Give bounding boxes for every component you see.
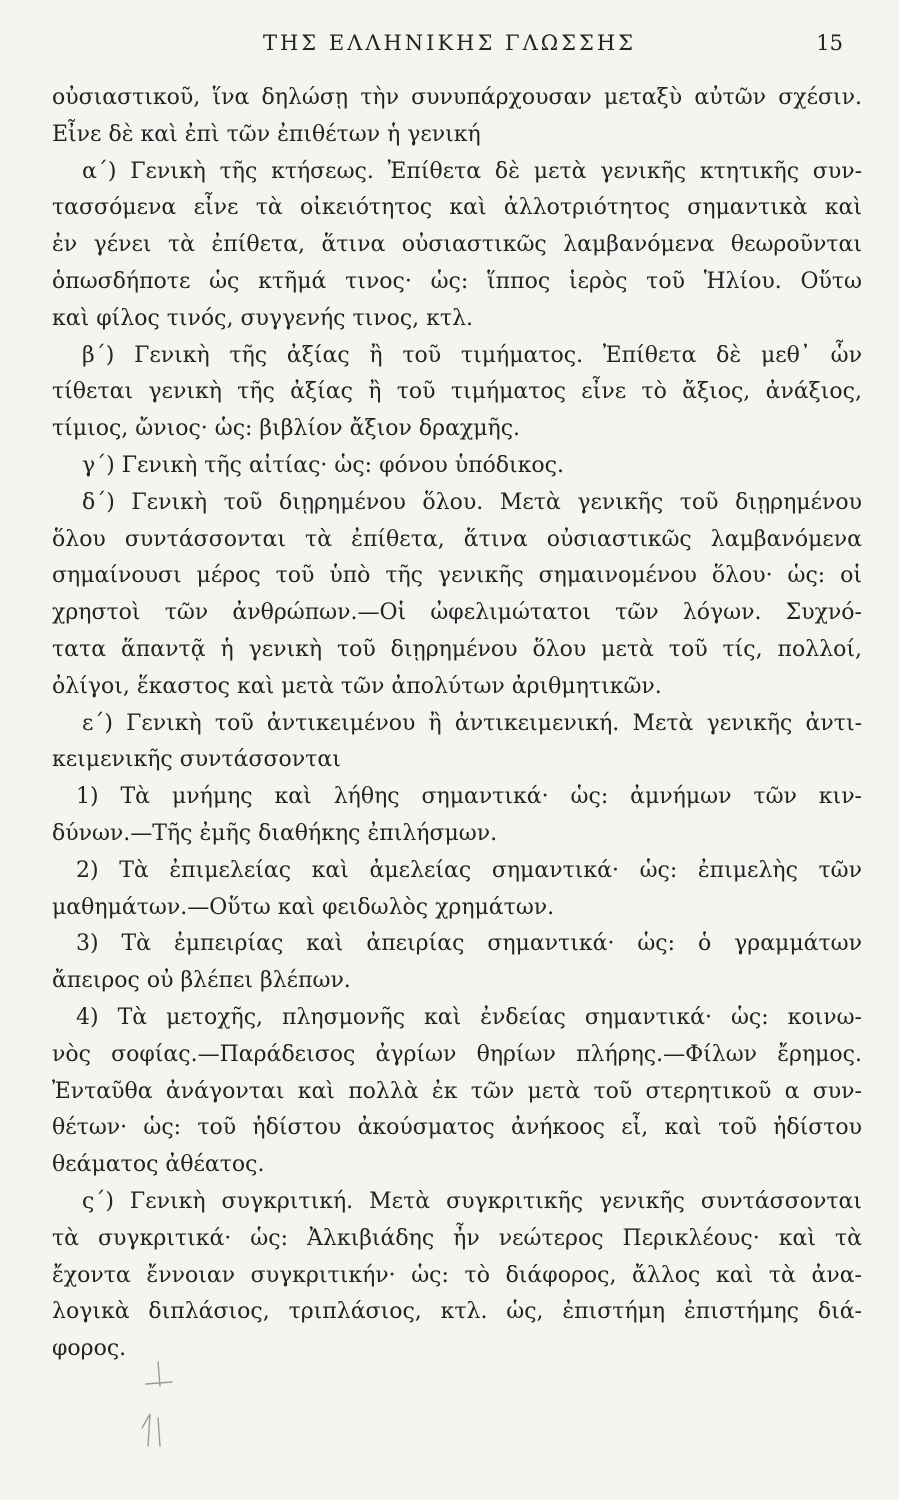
text-line: ε΄) Γενικὴ τοῦ ἀντικειμένου ἢ ἀντικειμενική. Μετὰ γενικῆς ἀντι- (82, 710, 862, 736)
text-line: τὰ συγκριτικά· ὡς: Ἀλκιβιάδης ἦν νεώτερος Περικλέους· καὶ τὰ (52, 1225, 862, 1251)
text-line: σημαίνουσι μέρος τοῦ ὑπὸ τῆς γενικῆς σημαινομένου ὅλου· ὡς: οἱ (52, 563, 862, 589)
text-line: κειμενικῆς συντάσσονται (52, 747, 341, 773)
page-body (52, 80, 862, 1368)
text-line: β΄) Γενικὴ τῆς ἀξίας ἢ τοῦ τιμήματος. Ἐπίθετα δὲ μεθ᾽ ὧν (82, 342, 862, 368)
text-line: Εἶνε δὲ καὶ ἐπὶ τῶν ἐπιθέτων ἡ γενική (52, 121, 481, 147)
text-line: οὐσιαστικοῦ, ἵνα δηλώσῃ τὴν συνυπάρχουσαν μεταξὺ αὐτῶν σχέσιν. (52, 85, 862, 110)
text-line: χρηστοὶ τῶν ἀνθρώπων.—Οἱ ὠφελιμώτατοι τῶν λόγων. Συχνό- (52, 600, 862, 626)
text-line: ὀλίγοι, ἕκαστος καὶ μετὰ τῶν ἀπολύτων ἀριθμητικῶν. (52, 673, 662, 699)
text-line: ὁπωσδήποτε ὡς κτῆμά τινος· ὡς: ἵππος ἱερὸς τοῦ Ἡλίου. Οὕτω (52, 268, 862, 294)
text-line: ὅλου συντάσσονται τὰ ἐπίθετα, ἅτινα οὐσιαστικῶς λαμβανόμενα (52, 526, 862, 552)
text-line: ἐν γένει τὰ ἐπίθετα, ἅτινα οὐσιαστικῶς λαμβανόμενα θεωροῦνται (52, 232, 862, 258)
text-line: 3) Τὰ ἐμπειρίας καὶ ἀπειρίας σημαντικά· ὡς: ὁ γραμμάτων (76, 931, 862, 957)
page-number: 15 (816, 31, 843, 55)
text-line: νὸς σοφίας.—Παράδεισος ἀγρίων θηρίων πλήρης.—Φίλων ἔρημος. (52, 1041, 862, 1067)
text-line: φορος. (52, 1336, 127, 1362)
text-line: μαθημάτων.—Οὕτω καὶ φειδωλὸς χρημάτων. (52, 894, 555, 920)
text-line: καὶ φίλος τινός, συγγενής τινος, κτλ. (52, 305, 474, 331)
running-header: ΤΗΣ ΕΛΛΗΝΙΚΗΣ ΓΛΩΣΣΗΣ (262, 31, 637, 55)
text-line: τίθεται γενικὴ τῆς ἀξίας ἢ τοῦ τιμήματος εἶνε τὸ ἄξιος, ἀνάξιος, (52, 379, 862, 405)
text-line: θεάματος ἀθέατος. (52, 1152, 265, 1178)
text-line: 1) Τὰ μνήμης καὶ λήθης σημαντικά· ὡς: ἀμνήμων τῶν κιν- (76, 784, 862, 810)
text-line: ἄπειρος οὐ βλέπει βλέπων. (52, 968, 351, 994)
text-line: α΄) Γενικὴ τῆς κτήσεως. Ἐπίθετα δὲ μετὰ γενικῆς κτητικῆς συν- (82, 158, 862, 184)
text-line: τασσόμενα εἶνε τὰ οἰκειότητος καὶ ἀλλοτριότητος σημαντικὰ καὶ (52, 195, 862, 221)
text-line: δ΄) Γενικὴ τοῦ διῃρημένου ὅλου. Μετὰ γενικῆς τοῦ διῃρημένου (82, 489, 862, 515)
text-line: ἔχοντα ἔννοιαν συγκριτικήν· ὡς: τὸ διάφορος, ἄλλος καὶ τὰ ἀνα- (52, 1262, 862, 1288)
text-line: τίμιος, ὤνιος· ὡς: βιβλίον ἄξιον δραχμῆς. (52, 416, 521, 442)
text-line: 2) Τὰ ἐπιμελείας καὶ ἀμελείας σημαντικά· ὡς: ἐπιμελὴς τῶν (76, 857, 862, 883)
pencil-mark (128, 1360, 188, 1450)
text-line: γ΄) Γενικὴ τῆς αἰτίας· ὡς: φόνου ὑπόδικος. (82, 452, 564, 478)
text-line: λογικὰ διπλάσιος, τριπλάσιος, κτλ. ὡς, ἐπιστήμη ἐπιστήμης διά- (52, 1299, 862, 1325)
text-line: 4) Τὰ μετοχῆς, πλησμονῆς καὶ ἐνδείας σημαντικά· ὡς: κοινω- (76, 1004, 862, 1030)
text-line: Ἐνταῦθα ἀνάγονται καὶ πολλὰ ἐκ τῶν μετὰ τοῦ στερητικοῦ α συν- (52, 1078, 862, 1104)
text-line: τατα ἅπαντᾷ ἡ γενικὴ τοῦ διῃρημένου ὅλου μετὰ τοῦ τίς, πολλοί, (52, 636, 862, 662)
text-line: δύνων.—Τῆς ἐμῆς διαθήκης ἐπιλήσμων. (52, 820, 498, 846)
text-line: ς΄) Γενικὴ συγκριτική. Μετὰ συγκριτικῆς γενικῆς συντάσσονται (82, 1188, 862, 1214)
text-line: θέτων· ὡς: τοῦ ἡδίστου ἀκούσματος ἀνήκοος εἶ, καὶ τοῦ ἡδίστου (52, 1115, 862, 1141)
